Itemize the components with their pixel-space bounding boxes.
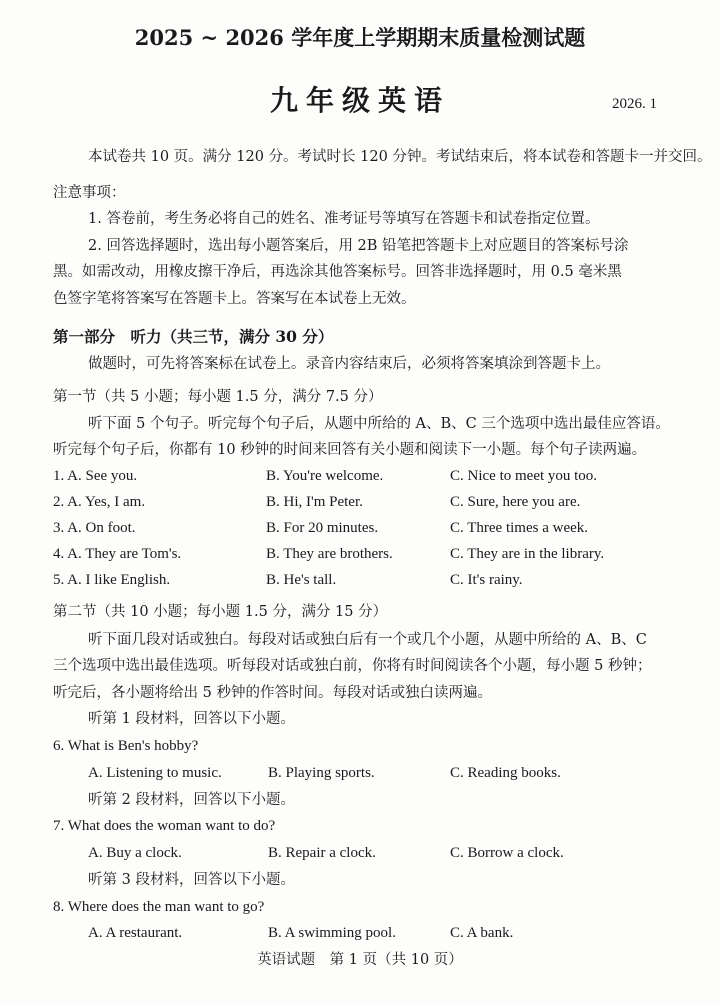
page-footer: 英语试题 第 1 页（共 10 页）	[257, 952, 463, 968]
section1-instruction: 听完每个句子后，你都有 10 秒钟的时间来回答有关小题和阅读下一小题。每个句子读两遍。	[53, 442, 647, 458]
option-a: 4. A. They are Tom's.	[53, 546, 182, 562]
part1-heading: 第一部分 听力（共三节，满分 30 分）	[53, 327, 334, 346]
option-b: B. Playing sports.	[268, 765, 375, 781]
section2-instruction: 三个选项中选出最佳选项。听每段对话或独白前，你将有时间阅读各个小题，每小题 5 秒钟；	[53, 658, 652, 674]
option-a: 2. A. Yes, I am.	[53, 494, 146, 510]
option-a: A. Buy a clock.	[88, 845, 182, 861]
note-line: 黑。如需改动，用橡皮擦干净后，再选涂其他答案标号。回答非选择题时，用 0.5 毫米黑	[53, 264, 622, 280]
exam-title: 2025 ~ 2026 学年度上学期期末质量检测试题	[134, 25, 586, 50]
option-c: C. Three times a week.	[450, 520, 589, 536]
option-c: C. A bank.	[450, 925, 514, 941]
note-line: 色签字笔将答案写在答题卡上。答案写在本试卷上无效。	[53, 291, 416, 307]
section2-instruction: 听完后，各小题将给出 5 秒钟的作答时间。每段对话或独白读两遍。	[53, 685, 492, 701]
material-label: 听第 3 段材料，回答以下小题。	[88, 872, 295, 888]
option-b: B. They are brothers.	[266, 546, 393, 562]
option-c: C. Sure, here you are.	[450, 494, 581, 510]
section1-heading: 第一节（共 5 小题；每小题 1.5 分，满分 7.5 分）	[53, 389, 383, 405]
option-c: C. It's rainy.	[450, 572, 523, 588]
material-label: 听第 1 段材料，回答以下小题。	[88, 711, 295, 727]
exam-date: 2026. 1	[612, 96, 657, 112]
exam-subject: 九年级英语	[269, 84, 450, 117]
intro-text: 本试卷共 10 页。满分 120 分。考试时长 120 分钟。考试结束后，将本试卷和答题卡一并交回。	[88, 149, 712, 165]
note-line: 2. 回答选择题时，选出每小题答案后，用 2B 铅笔把答题卡上对应题目的答案标号涂	[88, 238, 629, 254]
question-text: 8. Where does the man want to go?	[53, 899, 265, 915]
option-c: C. Nice to meet you too.	[450, 468, 598, 484]
material-label: 听第 2 段材料，回答以下小题。	[88, 792, 295, 808]
option-a: A. Listening to music.	[88, 765, 222, 781]
option-b: B. Repair a clock.	[268, 845, 376, 861]
option-c: C. They are in the library.	[450, 546, 605, 562]
option-a: A. A restaurant.	[88, 925, 183, 941]
question-text: 6. What is Ben's hobby?	[53, 738, 199, 754]
section2-instruction: 听下面几段对话或独白。每段对话或独白后有一个或几个小题，从题中所给的 A、B、C	[88, 632, 647, 648]
part1-instruction: 做题时，可先将答案标在试卷上。录音内容结束后，必须将答案填涂到答题卡上。	[88, 356, 610, 372]
section1-instruction: 听下面 5 个句子。听完每个句子后，从题中所给的 A、B、C 三个选项中选出最佳应答语。	[88, 416, 670, 432]
option-c: C. Borrow a clock.	[450, 845, 564, 861]
question-text: 7. What does the woman want to do?	[53, 818, 276, 834]
option-b: B. You're welcome.	[266, 468, 384, 484]
option-b: B. For 20 minutes.	[266, 520, 379, 536]
option-b: B. He's tall.	[266, 572, 337, 588]
note-line: 1. 答卷前，考生务必将自己的姓名、准考证号等填写在答题卡和试卷指定位置。	[88, 211, 600, 227]
option-b: B. A swimming pool.	[268, 925, 396, 941]
section2-heading: 第二节（共 10 小题；每小题 1.5 分，满分 15 分）	[53, 604, 388, 620]
option-a: 3. A. On foot.	[53, 520, 136, 536]
notes-heading: 注意事项：	[53, 185, 126, 201]
option-a: 5. A. I like English.	[53, 572, 171, 588]
option-a: 1. A. See you.	[53, 468, 138, 484]
option-b: B. Hi, I'm Peter.	[266, 494, 363, 510]
option-c: C. Reading books.	[450, 765, 561, 781]
